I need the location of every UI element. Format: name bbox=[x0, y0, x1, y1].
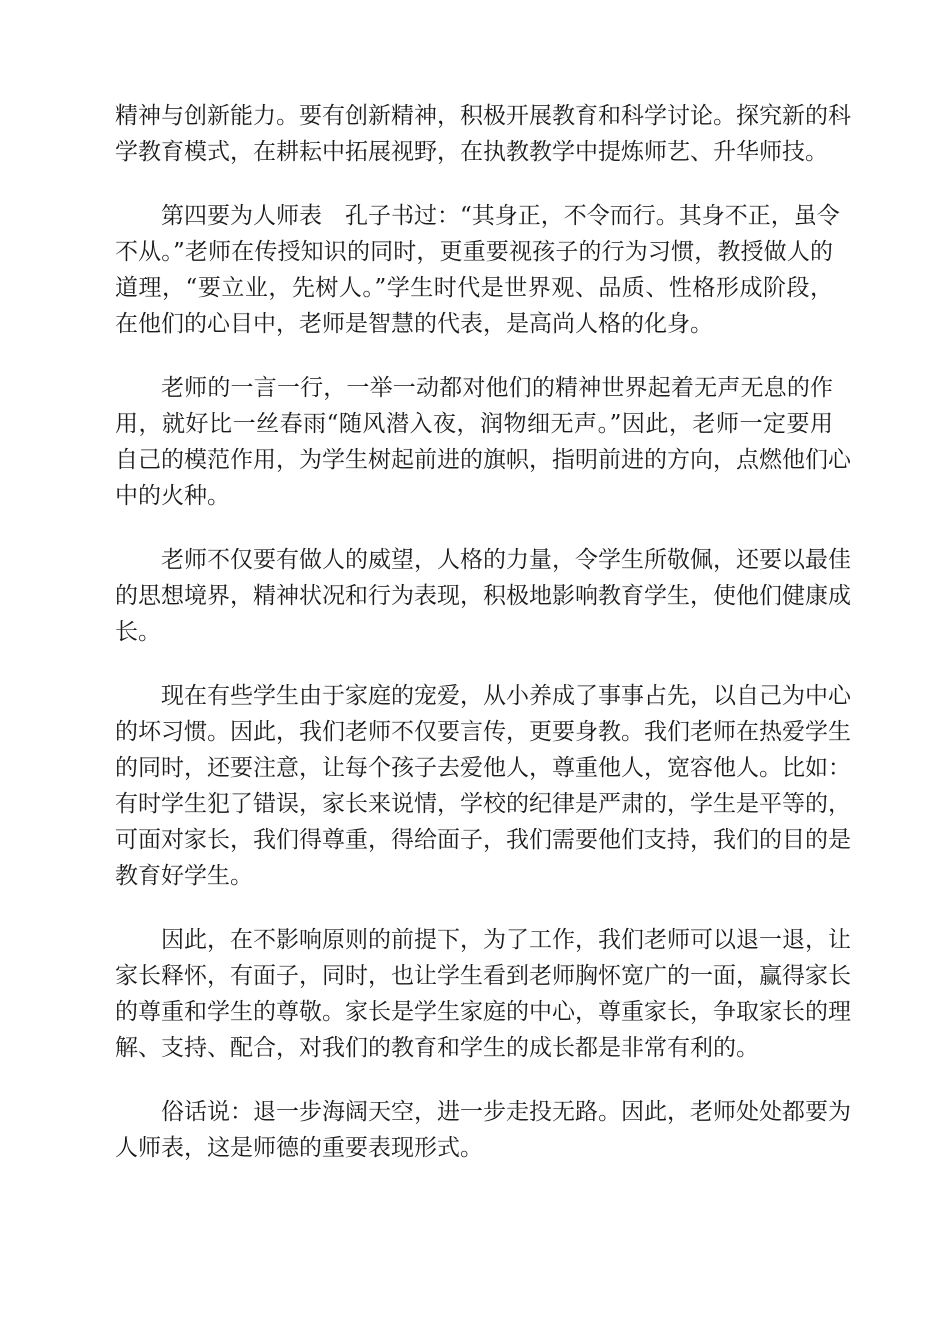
text-line: 用，就好比一丝春雨“随风潜入夜，润物细无声。”因此，老师一定要用 bbox=[115, 411, 833, 437]
text-line: 老师不仅要有做人的威望，人格的力量，令学生所敬佩，还要以最佳 bbox=[161, 547, 851, 573]
text-line: 第四要为人师表 孔子书过：“其身正，不令而行。其身不正，虽令 bbox=[161, 203, 840, 229]
text-line: 教育好学生。 bbox=[115, 863, 253, 889]
paragraph-6 bbox=[115, 922, 851, 1066]
document-page bbox=[115, 98, 851, 1194]
paragraph-7 bbox=[115, 1094, 851, 1166]
text-line: 现在有些学生由于家庭的宠爱，从小养成了事事占先，以自己为中心 bbox=[161, 683, 851, 709]
text-line: 自己的模范作用，为学生树起前进的旗帜，指明前进的方向，点燃他们心 bbox=[115, 447, 851, 473]
text-line: 家长释怀，有面子，同时，也让学生看到老师胸怀宽广的一面，赢得家长 bbox=[115, 963, 851, 989]
text-line: 俗话说：退一步海阔天空，进一步走投无路。因此，老师处处都要为 bbox=[161, 1099, 851, 1125]
text-line: 因此，在不影响原则的前提下，为了工作，我们老师可以退一退，让 bbox=[161, 927, 851, 953]
paragraph-1 bbox=[115, 98, 851, 170]
paragraph-3 bbox=[115, 370, 851, 514]
text-line: 人师表，这是师德的重要表现形式。 bbox=[115, 1135, 483, 1161]
text-line: 可面对家长，我们得尊重，得给面子，我们需要他们支持，我们的目的是 bbox=[115, 827, 851, 853]
paragraph-5 bbox=[115, 678, 851, 894]
text-line: 解、支持、配合，对我们的教育和学生的成长都是非常有利的。 bbox=[115, 1035, 759, 1061]
text-line: 学教育模式，在耕耘中拓展视野，在执教教学中提炼师艺、升华师技。 bbox=[115, 139, 828, 165]
text-line: 的坏习惯。因此，我们老师不仅要言传，更要身教。我们老师在热爱学生 bbox=[115, 719, 851, 745]
text-line: 的尊重和学生的尊敬。家长是学生家庭的中心，尊重家长，争取家长的理 bbox=[115, 999, 851, 1025]
text-line: 老师的一言一行，一举一动都对他们的精神世界起着无声无息的作 bbox=[161, 375, 833, 401]
paragraph-4 bbox=[115, 542, 851, 650]
text-line: 道理，“要立业，先树人。”学生时代是世界观、品质、性格形成阶段， bbox=[115, 275, 833, 301]
text-line: 长。 bbox=[115, 619, 161, 645]
text-line: 精神与创新能力。要有创新精神，积极开展教育和科学讨论。探究新的科 bbox=[115, 103, 851, 129]
text-line: 有时学生犯了错误，家长来说情，学校的纪律是严肃的，学生是平等的， bbox=[115, 791, 851, 817]
text-line: 在他们的心目中，老师是智慧的代表，是高尚人格的化身。 bbox=[115, 311, 713, 337]
text-line: 不从。”老师在传授知识的同时，更重要视孩子的行为习惯，教授做人的 bbox=[115, 239, 833, 265]
paragraph-2 bbox=[115, 198, 840, 342]
text-line: 的思想境界，精神状况和行为表现，积极地影响教育学生，使他们健康成 bbox=[115, 583, 851, 609]
text-line: 中的火种。 bbox=[115, 483, 230, 509]
text-line: 的同时，还要注意，让每个孩子去爱他人，尊重他人，宽容他人。比如： bbox=[115, 755, 851, 781]
